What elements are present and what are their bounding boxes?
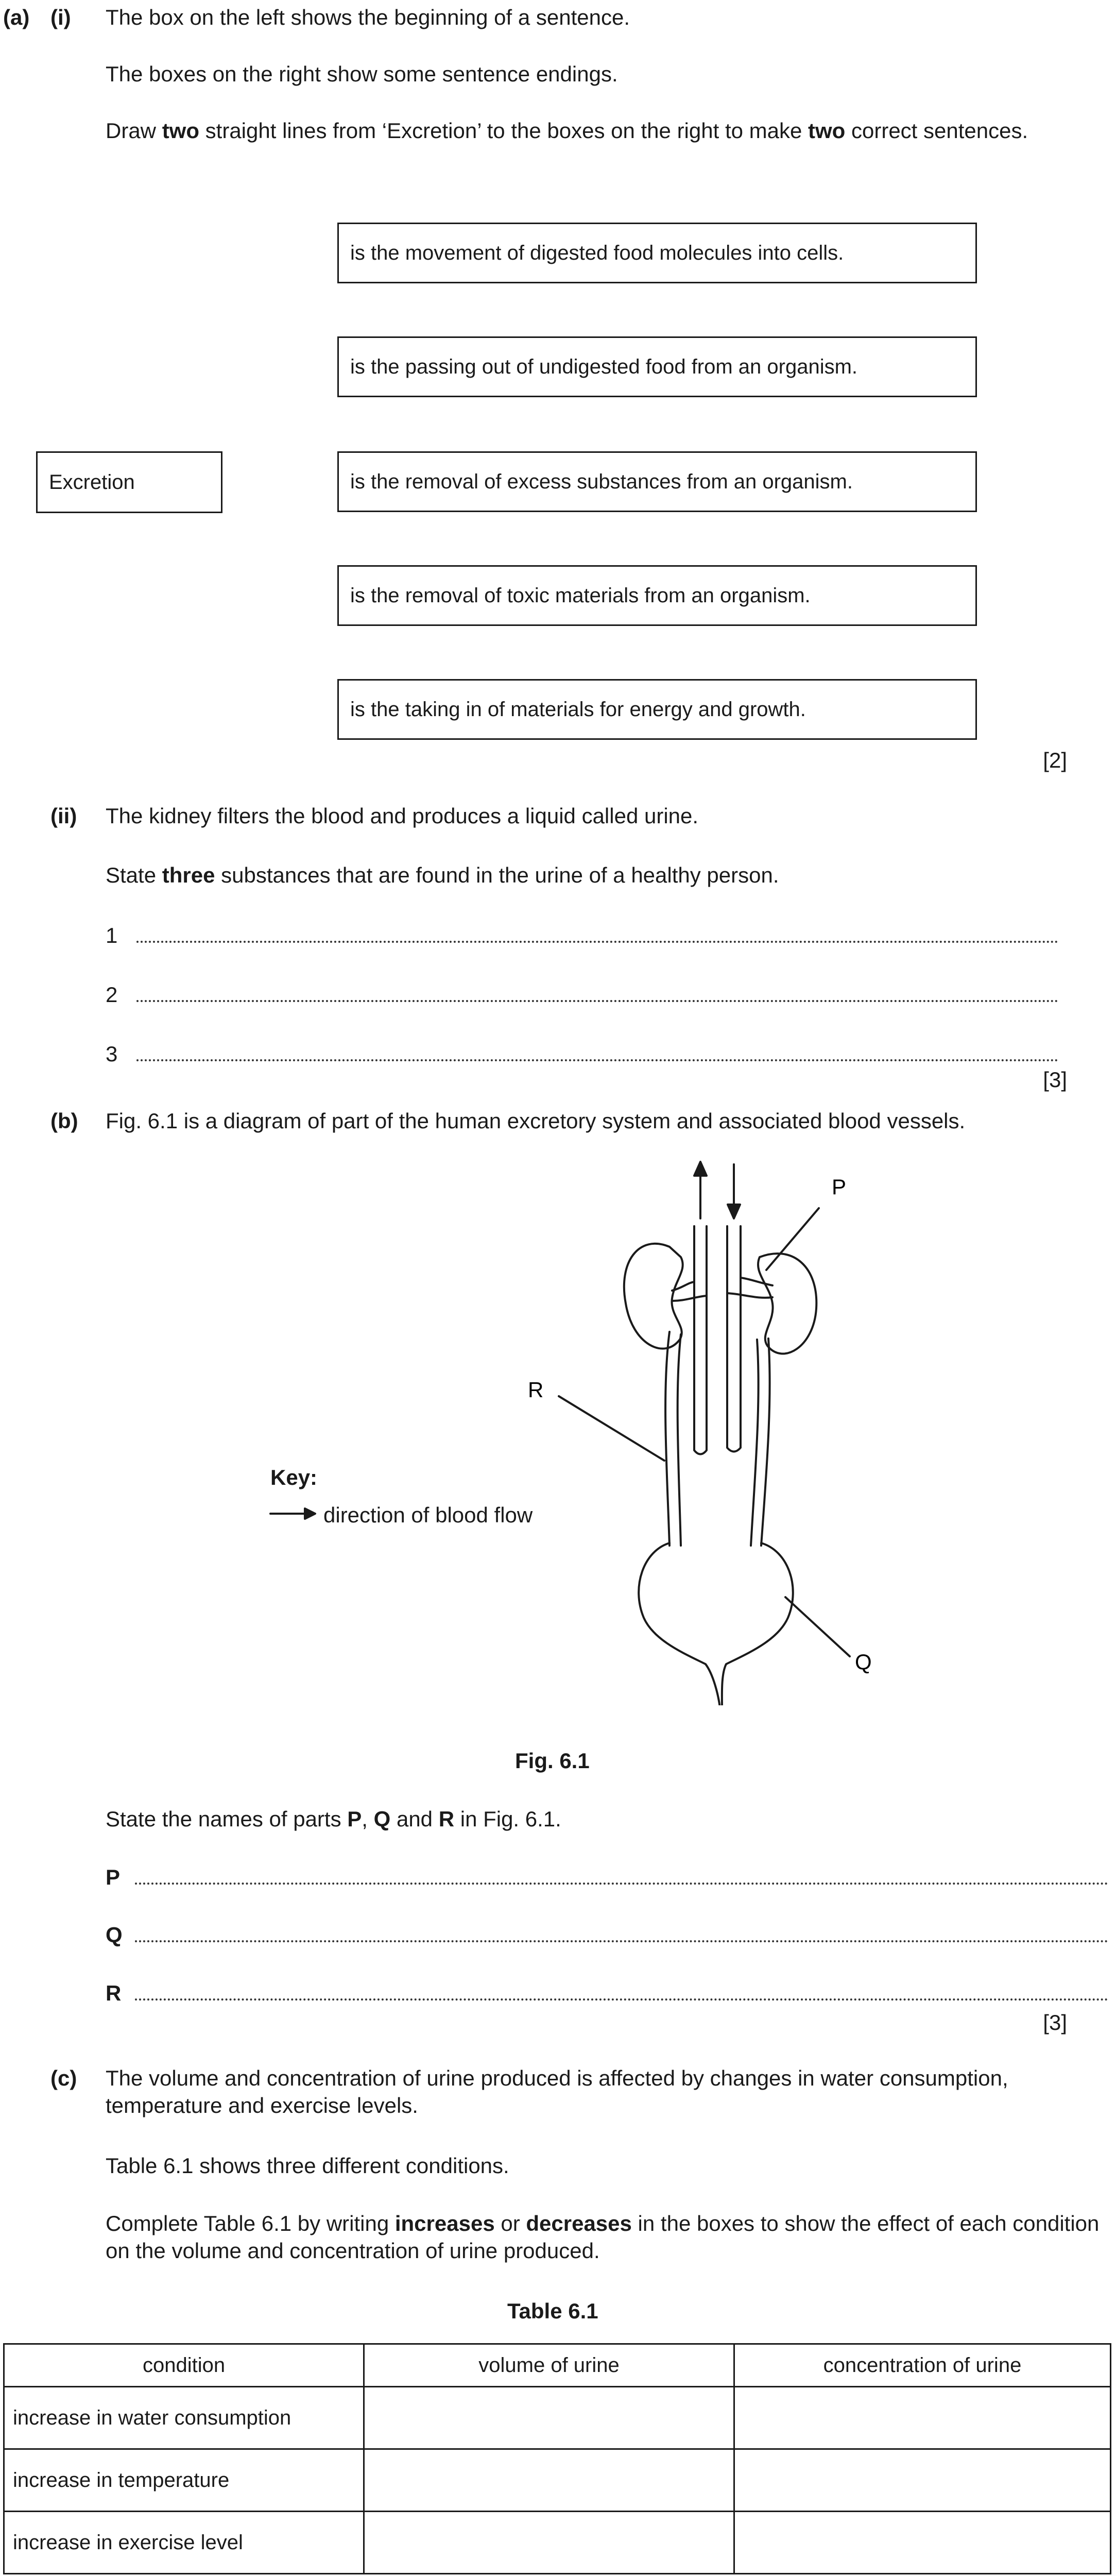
answer-number: 2	[106, 982, 118, 1007]
answer-label-r: R	[106, 1981, 122, 2005]
c-text2: Table 6.1 shows three different conditions.	[106, 2154, 509, 2178]
pointer-p	[766, 1208, 819, 1270]
volume-cell[interactable]	[364, 2512, 734, 2574]
sentence-ending-box[interactable]: is the removal of excess substances from an organism.	[337, 451, 977, 512]
arrow-head-down	[728, 1205, 740, 1218]
a-ii-line2: State three substances that are found in the urine of a healthy person.	[106, 863, 779, 887]
table-6-1-caption: Table 6.1	[507, 2299, 598, 2323]
condition-cell: increase in exercise level	[4, 2512, 364, 2574]
table-header-row	[4, 2344, 1111, 2387]
excretion-box: Excretion	[36, 451, 222, 513]
a-ii-line1: The kidney filters the blood and produces a liquid called urine.	[106, 804, 699, 828]
sentence-ending-box[interactable]: is the taking in of materials for energy and growth.	[337, 679, 977, 740]
answer-line-r[interactable]	[135, 1998, 1108, 2001]
part-a-i-label: (i)	[50, 5, 71, 29]
concentration-cell[interactable]	[734, 2449, 1110, 2512]
answer-line-2[interactable]	[136, 1000, 1058, 1002]
sentence-ending-box[interactable]: is the movement of digested food molecules into cells.	[337, 223, 977, 283]
right-ureter	[761, 1338, 770, 1546]
concentration-cell[interactable]	[734, 2512, 1110, 2574]
a-i-line1: The box on the left shows the beginning of a sentence.	[106, 5, 630, 29]
pointer-q	[785, 1597, 850, 1656]
part-a-ii-label: (ii)	[50, 804, 77, 828]
table-row	[4, 2512, 1111, 2574]
b-text: Fig. 6.1 is a diagram of part of the human excretory system and associated blood vessels.	[106, 1109, 966, 1133]
sentence-ending-box[interactable]: is the removal of toxic materials from an organism.	[337, 565, 977, 626]
b-question: State the names of parts P, Q and R in Fig. 6.1.	[106, 1807, 561, 1831]
label-p: P	[832, 1175, 847, 1199]
vena-cava	[694, 1226, 707, 1454]
left-ureter	[665, 1332, 669, 1546]
aorta	[727, 1226, 741, 1452]
table-header: volume of urine	[364, 2344, 734, 2387]
a-i-line2: The boxes on the right show some sentence endings.	[106, 62, 618, 86]
part-a-label: (a)	[3, 5, 30, 29]
label-r: R	[528, 1378, 544, 1402]
answer-number: 3	[106, 1042, 118, 1066]
answer-line-p[interactable]	[135, 1883, 1108, 1885]
answer-label-q: Q	[106, 1923, 123, 1947]
condition-cell: increase in temperature	[4, 2449, 364, 2512]
condition-cell: increase in water consumption	[4, 2387, 364, 2449]
table-6-1	[3, 2343, 1111, 2574]
table-row	[4, 2449, 1111, 2512]
table-row	[4, 2387, 1111, 2449]
key-title: Key:	[270, 1465, 318, 1489]
label-q: Q	[855, 1650, 872, 1674]
mark-b: [3]	[1043, 2010, 1067, 2035]
key-text: direction of blood flow	[323, 1503, 533, 1527]
concentration-cell[interactable]	[734, 2387, 1110, 2449]
part-b-label: (b)	[50, 1109, 78, 1133]
fig-6-1-caption: Fig. 6.1	[515, 1749, 590, 1773]
table-header: condition	[4, 2344, 364, 2387]
left-kidney	[624, 1244, 683, 1349]
c-text3: Complete Table 6.1 by writing increases or decreases in the boxes to show the effect of each condition on the volume and concentration of urine produced.	[106, 2211, 1100, 2263]
table-header: concentration of urine	[734, 2344, 1110, 2387]
answer-line-3[interactable]	[136, 1059, 1058, 1061]
volume-cell[interactable]	[364, 2449, 734, 2512]
bladder	[639, 1543, 720, 1705]
answer-line-1[interactable]	[136, 941, 1058, 943]
c-text1: The volume and concentration of urine produced is affected by changes in water consumption, temperature and exercise levels.	[106, 2066, 1008, 2117]
a-i-line3: Draw two straight lines from ‘Excretion’ to the boxes on the right to make two correct sentences.	[106, 118, 1028, 143]
answer-label-p: P	[106, 1865, 121, 1889]
answer-line-q[interactable]	[135, 1940, 1108, 1942]
part-c-label: (c)	[50, 2066, 77, 2090]
answer-number: 1	[106, 923, 118, 947]
arrow-head-up	[694, 1162, 707, 1176]
mark-a-ii: [3]	[1043, 1067, 1067, 1092]
excretory-system-diagram	[0, 1128, 1116, 1705]
sentence-ending-box[interactable]: is the passing out of undigested food from an organism.	[337, 336, 977, 397]
pointer-r	[559, 1396, 664, 1461]
mark-a-i: [2]	[1043, 748, 1067, 772]
volume-cell[interactable]	[364, 2387, 734, 2449]
